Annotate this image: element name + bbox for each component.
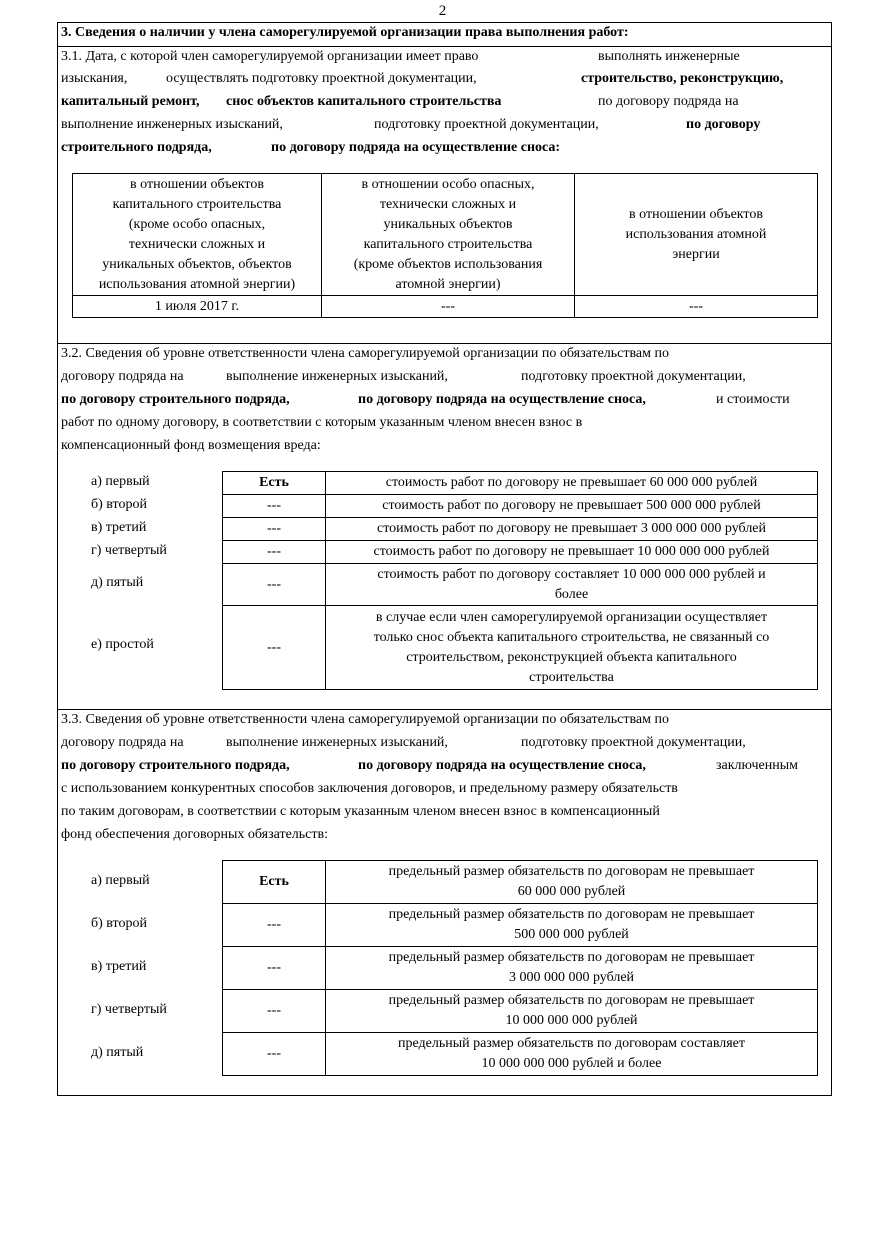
s32-desc: в случае если член саморегулируемой организации осуществляет только снос объекта капитального строительства, не связанный со строительством, реконструкцией объекта капитального строительства xyxy=(326,606,818,690)
s32-text: договору подряда на xyxy=(61,369,184,384)
s33-status: --- xyxy=(223,904,326,947)
s33-status: --- xyxy=(223,990,326,1033)
s31-col1-header: в отношении объектов капитального строительства (кроме особо опасных, технически сложных и уникальных объектов, объектов использования атомной энергии) xyxy=(73,174,322,296)
s32-desc: стоимость работ по договору не превышает 500 000 000 рублей xyxy=(326,495,818,518)
s31-text-bold: строительного подряда, xyxy=(61,140,212,155)
s33-level-label: б) второй xyxy=(91,916,147,931)
s33-text-bold: по договору подряда на осуществление сноса, xyxy=(358,758,646,773)
s32-status: --- xyxy=(223,564,326,606)
s31-text-bold: снос объектов капитального строительства xyxy=(226,94,502,109)
s31-col3-header: в отношении объектов использования атомной энергии xyxy=(575,174,818,296)
s31-text-bold: по договору подряда на осуществление сноса: xyxy=(271,140,561,155)
s32-desc: стоимость работ по договору составляет 10 000 000 000 рублей и более xyxy=(326,564,818,606)
s33-text: с использованием конкурентных способов заключения договоров, и предельному размеру обязательств xyxy=(61,781,678,796)
s32-levels-table xyxy=(222,471,818,690)
s32-text: выполнение инженерных изысканий, xyxy=(226,369,448,384)
s31-col2-value: --- xyxy=(322,296,575,318)
s31-date-table xyxy=(72,173,818,318)
s33-status: --- xyxy=(223,1033,326,1076)
divider xyxy=(58,709,831,710)
s31-col3-value: --- xyxy=(575,296,818,318)
s33-level-label: в) третий xyxy=(91,959,147,974)
s33-status: --- xyxy=(223,947,326,990)
s33-text: договору подряда на xyxy=(61,735,184,750)
s33-desc: предельный размер обязательств по договорам не превышает 10 000 000 000 рублей xyxy=(326,990,818,1033)
s33-text: подготовку проектной документации, xyxy=(521,735,746,750)
s32-text: подготовку проектной документации, xyxy=(521,369,746,384)
s32-level-label: а) первый xyxy=(91,474,150,489)
s31-text: изыскания, xyxy=(61,71,128,86)
s33-desc: предельный размер обязательств по договорам составляет 10 000 000 000 рублей и более xyxy=(326,1033,818,1076)
s32-status: --- xyxy=(223,541,326,564)
s32-desc: стоимость работ по договору не превышает 3 000 000 000 рублей xyxy=(326,518,818,541)
section-frame xyxy=(57,22,832,1096)
s32-desc: стоимость работ по договору не превышает 10 000 000 000 рублей xyxy=(326,541,818,564)
s32-text: работ по одному договору, в соответствии с которым указанным членом внесен взнос в xyxy=(61,415,583,430)
s32-status: Есть xyxy=(223,472,326,495)
s32-level-label: д) пятый xyxy=(91,575,144,590)
s31-col2-header: в отношении особо опасных, технически сложных и уникальных объектов капитального строительства (кроме объектов использования атомной энергии) xyxy=(322,174,575,296)
s33-desc: предельный размер обязательств по договорам не превышает 60 000 000 рублей xyxy=(326,861,818,904)
s33-level-label: г) четвертый xyxy=(91,1002,167,1017)
divider xyxy=(58,46,831,47)
s33-status: Есть xyxy=(223,861,326,904)
s33-levels-table xyxy=(222,860,818,1076)
s31-text-bold: по договору xyxy=(686,117,761,132)
s32-status: --- xyxy=(223,606,326,690)
s33-text: по таким договорам, в соответствии с которым указанным членом внесен взнос в компенсационный xyxy=(61,804,660,819)
s32-text: 3.2. Сведения об уровне ответственности члена саморегулируемой организации по обязательствам по xyxy=(61,346,669,361)
s32-text-bold: по договору подряда на осуществление сноса, xyxy=(358,392,646,407)
s33-level-label: д) пятый xyxy=(91,1045,144,1060)
s32-text: компенсационный фонд возмещения вреда: xyxy=(61,438,321,453)
s32-level-label: б) второй xyxy=(91,497,147,512)
s32-text-bold: по договору строительного подряда, xyxy=(61,392,290,407)
divider xyxy=(58,343,831,344)
s33-desc: предельный размер обязательств по договорам не превышает 3 000 000 000 рублей xyxy=(326,947,818,990)
s33-text: заключенным xyxy=(716,758,798,773)
s31-text: по договору подряда на xyxy=(598,94,739,109)
s32-level-label: е) простой xyxy=(91,637,154,652)
s33-level-label: а) первый xyxy=(91,873,150,888)
s32-text: и стоимости xyxy=(716,392,790,407)
section-heading: 3. Сведения о наличии у члена саморегулируемой организации права выполнения работ: xyxy=(61,25,629,40)
s31-text: 3.1. Дата, с которой член саморегулируемой организации имеет право xyxy=(61,49,479,64)
s31-text-bold: капитальный ремонт, xyxy=(61,94,200,109)
s31-text: осуществлять подготовку проектной документации, xyxy=(166,71,477,86)
s33-text: фонд обеспечения договорных обязательств: xyxy=(61,827,328,842)
s32-status: --- xyxy=(223,518,326,541)
s33-desc: предельный размер обязательств по договорам не превышает 500 000 000 рублей xyxy=(326,904,818,947)
s32-level-label: г) четвертый xyxy=(91,543,167,558)
s33-text-bold: по договору строительного подряда, xyxy=(61,758,290,773)
s31-text: подготовку проектной документации, xyxy=(374,117,599,132)
s32-status: --- xyxy=(223,495,326,518)
s33-text: выполнение инженерных изысканий, xyxy=(226,735,448,750)
page-number: 2 xyxy=(438,3,447,19)
s31-text-bold: строительство, реконструкцию, xyxy=(581,71,784,86)
s32-desc: стоимость работ по договору не превышает 60 000 000 рублей xyxy=(326,472,818,495)
s32-level-label: в) третий xyxy=(91,520,147,535)
s31-text: выполнять инженерные xyxy=(598,49,740,64)
s33-text: 3.3. Сведения об уровне ответственности члена саморегулируемой организации по обязательствам по xyxy=(61,712,669,727)
s31-date-value: 1 июля 2017 г. xyxy=(73,296,322,318)
s31-text: выполнение инженерных изысканий, xyxy=(61,117,283,132)
